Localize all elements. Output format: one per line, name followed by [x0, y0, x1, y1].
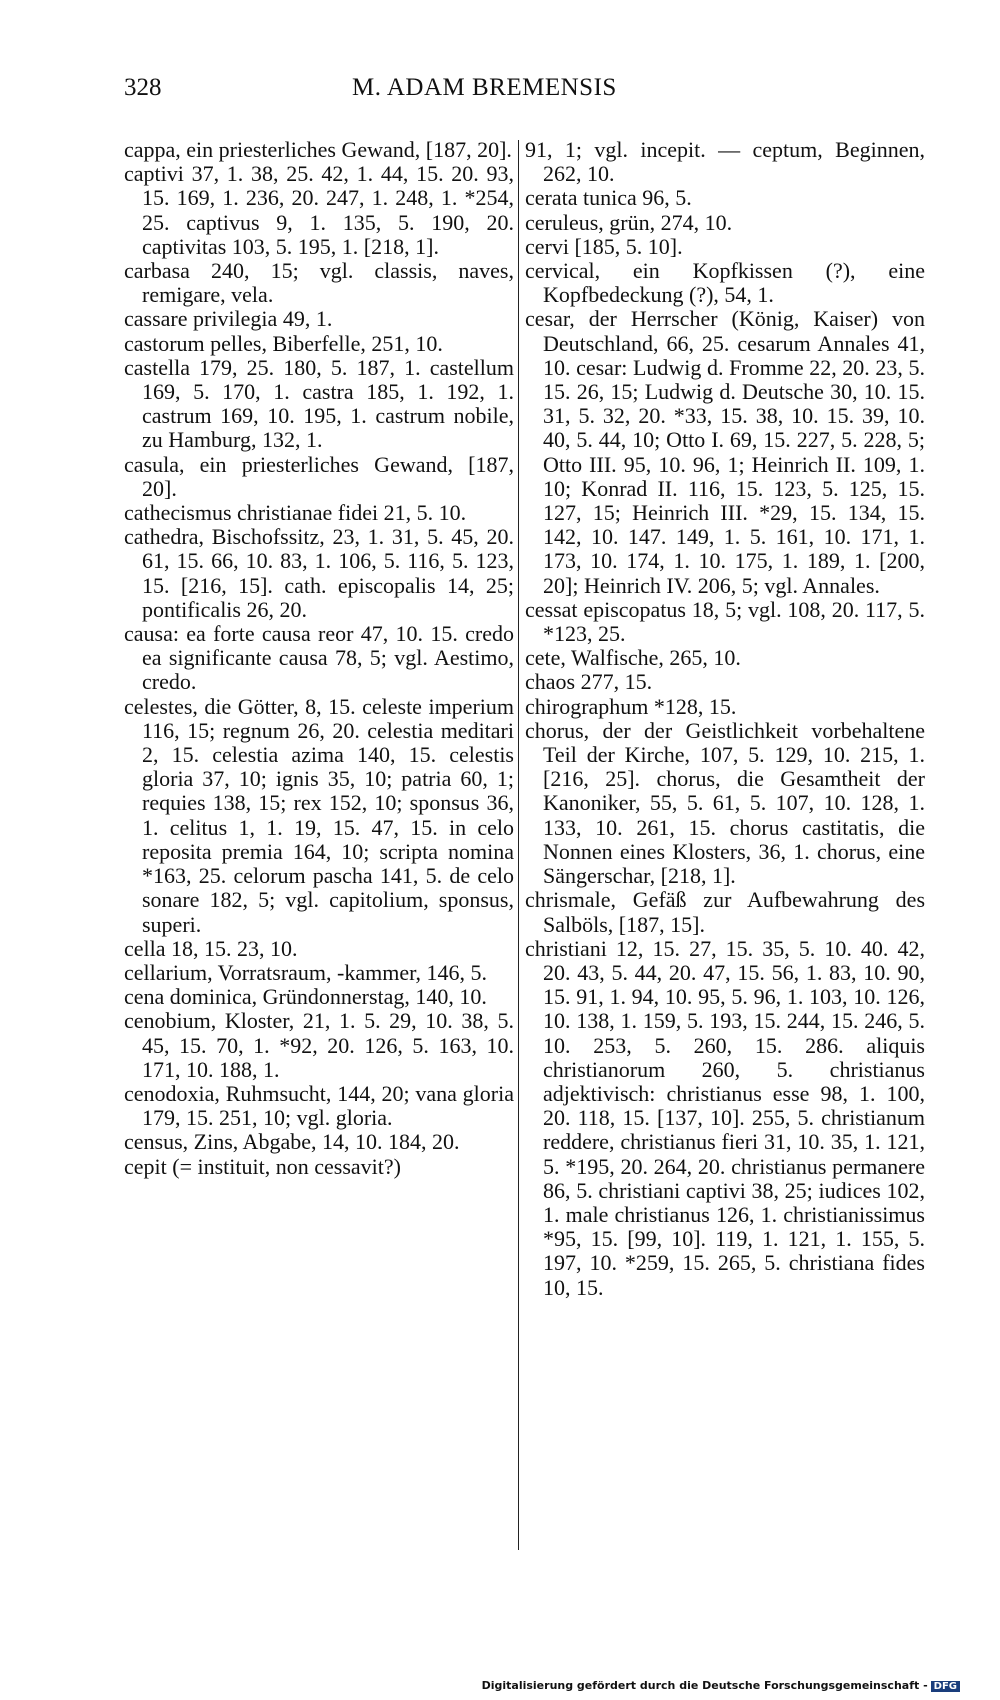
index-entry: cappa, ein priesterliches Gewand, [187, 20]. — [124, 137, 512, 162]
index-entry: carbasa 240, 15; vgl. classis, naves, remigare, vela. — [124, 258, 514, 308]
index-entry: cerata tunica 96, 5. — [525, 185, 692, 211]
right-index-column — [525, 138, 925, 1300]
index-entry: cepit (= instituit, non cessavit?) — [124, 1153, 401, 1179]
index-entry: castella 179, 25. 180, 5. 187, 1. castellum 169, 5. 170, 1. castra 185, 1. 192, 1. castrum 169, 10. 195, 1. castrum nobile, zu Hamburg, 132, 1. — [124, 354, 514, 453]
index-entry: celestes, die Götter, 8, 15. celeste imperium 116, 15; regnum 26, 20. celestia meditari 2, 15. celestia azima 140, 15. celestis gloria 37, 10; ignis 35, 10; patria 60, 1; requies 138, 15; rex 152, 10; sponsus 36, 1. celitus 1, 1. 19, 15. 47, 15. in celo reposita premia 164, 10; scripta nomina *163, 25. celorum pascha 141, 5. de celo sonare 182, 5; vgl. capitolium, sponsus, superi. — [124, 693, 514, 937]
index-entry: casula, ein priesterliches Gewand, [187, 20]. — [124, 451, 514, 501]
index-entry: cena dominica, Gründonnerstag, 140, 10. — [124, 984, 487, 1010]
index-entry: cesar, der Herrscher (König, Kaiser) von Deutschland, 66, 25. cesarum Annales 41, 10. cesar: Ludwig d. Fromme 22, 20. 23, 5. 15. 26, 15; Ludwig d. Deutsche 30, 10. 15. 31, 5. 32, 20. *33, 15. 38, 10. 15. 39, 10. 40, 5. 44, 10; Otto I. 69, 15. 227, 5. 228, 5; Otto III. 95, 10. 96, 1; Heinrich II. 109, 1. 10; Konrad II. 116, 15. 123, 5. 125, 15. 127, 15; Heinrich III. *29, 15. 134, 15. 142, 10. 147. 149, 1. 5. 161, 10. 171, 1. 173, 10. 174, 1. 10. 175, 1. 189, 1. [200, 20]; Heinrich IV. 206, 5; vgl. Annales. — [525, 306, 925, 598]
index-entry: cenodoxia, Ruhmsucht, 144, 20; vana gloria 179, 15. 251, 10; vgl. gloria. — [124, 1080, 514, 1131]
index-entry: cassare privilegia 49, 1. — [124, 306, 333, 332]
index-entry: cathedra, Bischofssitz, 23, 1. 31, 5. 45, 20. 61, 15. 66, 10. 83, 1. 106, 5. 116, 5. 123, 15. [216, 15]. cath. episcopalis 14, 25; pontificalis 26, 20. — [124, 524, 514, 622]
index-entry: cervi [185, 5. 10]. — [525, 233, 683, 259]
index-entry: castorum pelles, Biberfelle, 251, 10. — [124, 330, 443, 356]
index-entry: captivi 37, 1. 38, 25. 42, 1. 44, 15. 20. 93, 15. 169, 1. 236, 20. 247, 1. 248, 1. *254, 25. captivus 9, 1. 135, 5. 190, 20. captivitas 103, 5. 195, 1. [218, 1]. — [124, 161, 514, 259]
index-entry: christiani 12, 15. 27, 15. 35, 5. 10. 40. 42, 20. 43, 5. 44, 20. 47, 15. 56, 1. 83, 10. 90, 15. 91, 1. 94, 10. 95, 5. 96, 1. 103, 10. 126, 10. 138, 1. 159, 5. 193, 15. 244, 15. 246, 5. 10. 253, 5. 260, 15. 286. aliquis christianorum 260, 5. christianus adjektivisch: christianus esse 98, 1. 100, 20. 118, 15. [137, 10]. 255, 5. christianum reddere, christianus fieri 31, 10. 35, 1. 121, 5. *195, 20. 264, 20. christianus permanere 86, 5. christiani captivi 38, 25; iudices 102, 1. male christianus 126, 1. christianissimus *95, 15. [99, 10]. 119, 1. 121, 1. 155, 5. 197, 10. *259, 15. 265, 5. christiana fides 10, 15. — [525, 935, 925, 1300]
column-divider — [518, 140, 519, 1550]
page-number: 328 — [124, 74, 162, 101]
index-entry: cella 18, 15. 23, 10. — [124, 935, 298, 961]
index-entry: ceruleus, grün, 274, 10. — [525, 209, 733, 235]
digitization-footer — [482, 1679, 960, 1692]
index-entry: chaos 277, 15. — [525, 669, 653, 695]
index-entry: causa: ea forte causa reor 47, 10. 15. credo ea significante causa 78, 5; vgl. Aestimo, credo. — [124, 621, 514, 695]
index-entry: chorus, der der Geistlichkeit vorbehaltene Teil der Kirche, 107, 5. 129, 10. 215, 1. [216, 25]. chorus, die Gesamtheit der Kanoniker, 55, 5. 61, 5. 107, 10. 128, 1. 133, 10. 261, 15. chorus castitatis, die Nonnen eines Klosters, 36, 1. chorus, eine Sängerschar, [218, 1]. — [525, 717, 925, 889]
index-entry: cete, Walfische, 265, 10. — [525, 645, 741, 671]
index-entry: chrismale, Gefäß zur Aufbewahrung des Salböls, [187, 15]. — [525, 887, 925, 937]
index-entry: 91, 1; vgl. incepit. — ceptum, Beginnen, 262, 10. — [525, 137, 925, 187]
footer-text: Digitalisierung gefördert durch die Deutsche Forschungsgemeinschaft - — [481, 1679, 928, 1692]
index-entry: cervical, ein Kopfkissen (?), eine Kopfbedeckung (?), 54, 1. — [525, 258, 925, 308]
left-index-column — [124, 138, 514, 1179]
dfg-logo-icon: DFG — [931, 1681, 960, 1692]
page-header — [124, 74, 869, 114]
running-title: M. ADAM BREMENSIS — [352, 74, 617, 101]
index-entry: chirographum *128, 15. — [525, 693, 737, 719]
index-entry: census, Zins, Abgabe, 14, 10. 184, 20. — [124, 1129, 460, 1155]
index-entry: cellarium, Vorratsraum, -kammer, 146, 5. — [124, 959, 488, 985]
index-entry: cathecismus christianae fidei 21, 5. 10. — [124, 500, 467, 526]
index-entry: cessat episcopatus 18, 5; vgl. 108, 20. 117, 5. *123, 25. — [525, 596, 925, 647]
index-entry: cenobium, Kloster, 21, 1. 5. 29, 10. 38, 5. 45, 15. 70, 1. *92, 20. 126, 5. 163, 10. 171, 10. 188, 1. — [124, 1008, 514, 1082]
